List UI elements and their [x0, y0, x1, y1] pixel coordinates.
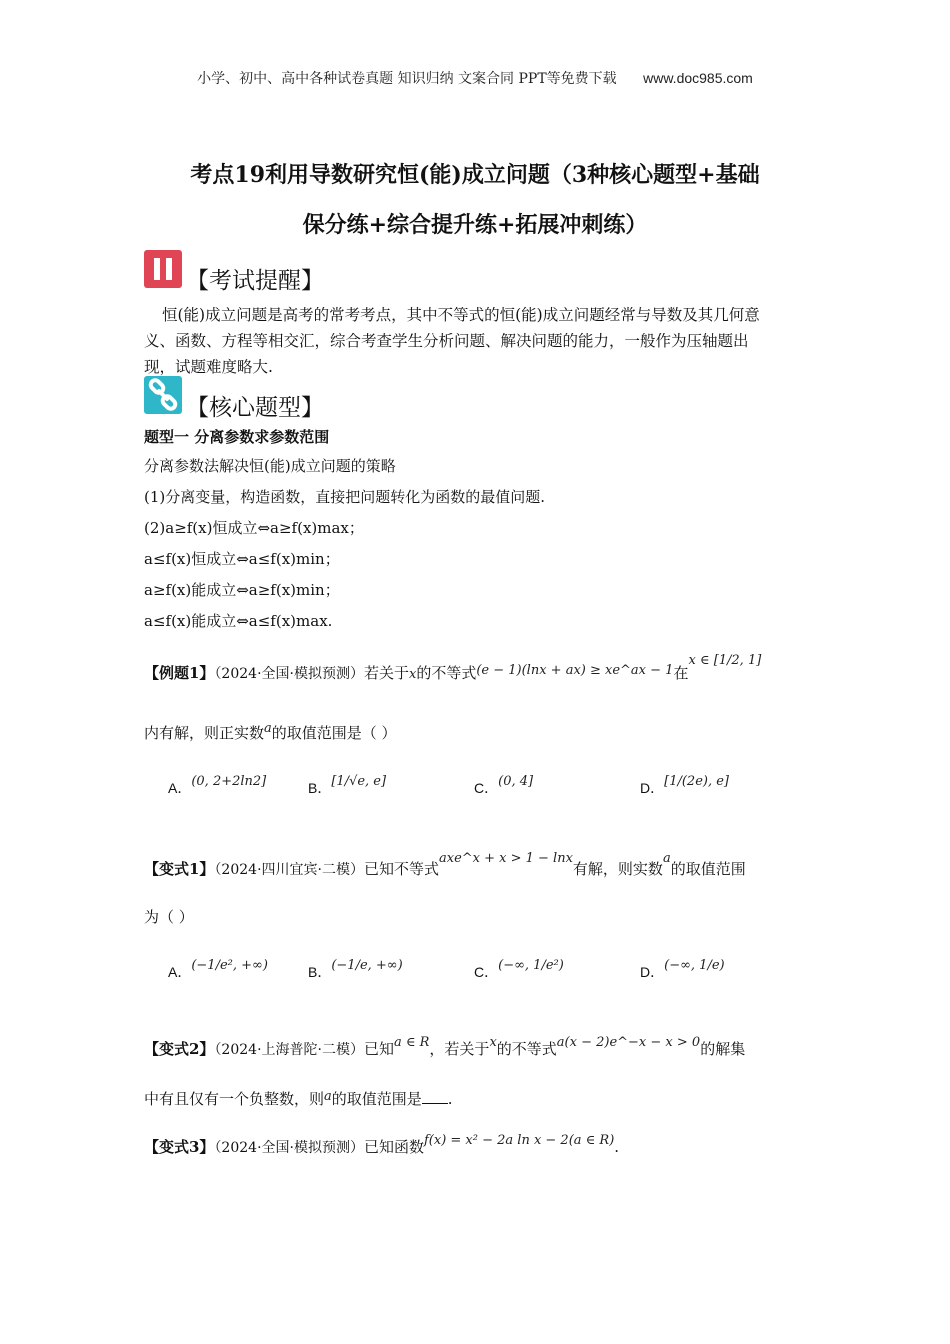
variant-3-text: 已知函数	[363, 1138, 424, 1156]
strategy-step-1: (1)分离变量，构造函数，直接把问题转化为函数的最值问题.	[144, 488, 546, 506]
example-1-source: （2024·全国·模拟预测）	[214, 666, 364, 682]
variant-1-line-1	[144, 851, 746, 879]
option-label: B．	[308, 964, 332, 980]
example-1-text: 的取值范围是（ ）	[271, 724, 397, 742]
type1-title: 题型一 分离参数求参数范围	[144, 428, 330, 446]
variant-1-option-c[interactable]	[474, 958, 564, 982]
example-1-option-d[interactable]	[640, 774, 729, 798]
variant-3-source: （2024·全国·模拟预测）	[214, 1140, 364, 1156]
var-a: a	[662, 851, 671, 866]
reminder-icon	[144, 250, 182, 288]
variant-2-text: 的取值范围是	[331, 1090, 422, 1108]
variant-1-line-2: 为（ ）	[144, 908, 194, 926]
variant-2-text: 已知	[363, 1040, 394, 1058]
option-label: C．	[474, 780, 499, 796]
variant-3-text: .	[614, 1138, 620, 1156]
example-1-text: 的不等式	[416, 664, 477, 682]
variant-1-label: 【变式1】	[144, 860, 215, 878]
option-value: [1/(2e), e]	[664, 774, 729, 789]
example-1-domain: x ∈ [1/2, 1]	[688, 653, 762, 668]
example-1-option-a[interactable]	[168, 774, 267, 798]
example-1-text: 内有解，则正实数	[144, 724, 265, 742]
option-value: (0, 4]	[498, 774, 534, 789]
example-1-text: 在	[673, 664, 689, 682]
option-value: (−1/e, +∞)	[331, 958, 403, 973]
title-line-1: 考点19利用导数研究恒(能)成立问题（3种核心题型+基础	[190, 162, 760, 188]
example-1-label: 【例题1】	[144, 664, 215, 682]
core-heading: 【核心题型】	[186, 395, 324, 421]
variant-3-label: 【变式3】	[144, 1138, 215, 1156]
reminder-line-2: 义、函数、方程等相交汇，综合考查学生分析问题、解决问题的能力，一般作为压轴题出	[144, 332, 749, 350]
option-value: (−1/e², +∞)	[191, 958, 268, 973]
link-icon	[144, 376, 182, 414]
var-x: x	[489, 1035, 497, 1050]
variant-2-inequality: a(x − 2)e^−x − x > 0	[556, 1035, 701, 1050]
option-label: A．	[168, 964, 192, 980]
option-value: (0, 2+2ln2]	[191, 774, 267, 789]
variant-2-text: .	[447, 1090, 453, 1108]
variant-2-label: 【变式2】	[144, 1040, 215, 1058]
variant-2-source: （2024·上海普陀·二模）	[214, 1042, 364, 1058]
option-label: A．	[168, 780, 192, 796]
reminder-line-3: 现，试题难度略大.	[144, 358, 273, 376]
reminder-heading: 【考试提醒】	[186, 268, 324, 294]
variant-2-text: 中有且仅有一个负整数，则	[144, 1090, 325, 1108]
example-1-line-1	[144, 653, 762, 683]
strategy-step-2: (2)a≥f(x)恒成立⇔a≥f(x)max；	[144, 519, 364, 537]
var-a: a	[324, 1089, 332, 1104]
variant-1-option-a[interactable]	[168, 958, 268, 982]
example-1-line-2	[144, 722, 397, 743]
variant-2-text: 的不等式	[496, 1040, 557, 1058]
example-1-option-c[interactable]	[474, 774, 534, 798]
variant-1-option-d[interactable]	[640, 958, 725, 982]
var-x: x	[408, 667, 417, 682]
reminder-paragraph	[144, 302, 814, 380]
variant-2-line-2	[144, 1088, 453, 1109]
variant-3-line-1	[144, 1133, 620, 1157]
option-value: (−∞, 1/e)	[664, 958, 725, 973]
variant-1-option-b[interactable]	[308, 958, 403, 982]
example-1-option-b[interactable]	[308, 774, 387, 798]
option-value: (−∞, 1/e²)	[498, 958, 564, 973]
variant-1-source: （2024·四川宜宾·二模）	[214, 862, 364, 878]
variant-2-text: ，若关于	[429, 1040, 490, 1058]
document-title	[130, 150, 820, 250]
answer-blank[interactable]	[422, 1103, 448, 1104]
var-a: a	[264, 721, 272, 736]
variant-2-line-1	[144, 1035, 746, 1059]
strategy-step-4: a≥f(x)能成立⇔a≥f(x)min；	[144, 581, 340, 599]
example-1-text: 若关于	[363, 664, 409, 682]
header-url[interactable]: www.doc985.com	[643, 70, 753, 86]
strategy-step-5: a≤f(x)能成立⇔a≤f(x)max.	[144, 612, 333, 630]
variant-1-text: 有解，则实数	[572, 860, 663, 878]
variant-2-condition: a ∈ R	[393, 1035, 430, 1050]
strategy-step-3: a≤f(x)恒成立⇔a≤f(x)min；	[144, 550, 340, 568]
variant-1-text: 已知不等式	[363, 860, 439, 878]
variant-3-function: f(x) = x² − 2a ln x − 2(a ∈ R)	[423, 1133, 615, 1148]
option-value: [1/√e, e]	[331, 774, 387, 789]
option-label: D．	[640, 780, 665, 796]
variant-1-inequality: axe^x + x > 1 − lnx	[438, 851, 573, 866]
reminder-line-1: 恒(能)成立问题是高考的常考考点，其中不等式的恒(能)成立问题经常与导数及其几何意	[162, 306, 760, 324]
title-line-2: 保分练+综合提升练+拓展冲刺练）	[302, 212, 648, 238]
option-label: D．	[640, 964, 665, 980]
variant-2-text: 的解集	[700, 1040, 746, 1058]
option-label: B．	[308, 780, 332, 796]
example-1-inequality: (e − 1)(lnx + ax) ≥ xe^ax − 1	[476, 663, 674, 678]
page-header	[0, 68, 950, 88]
option-label: C．	[474, 964, 499, 980]
header-text: 小学、初中、高中各种试卷真题 知识归纳 文案合同 PPT等免费下载	[197, 71, 617, 87]
variant-1-text: 的取值范围	[670, 860, 746, 878]
strategy-title: 分离参数法解决恒(能)成立问题的策略	[144, 457, 396, 475]
